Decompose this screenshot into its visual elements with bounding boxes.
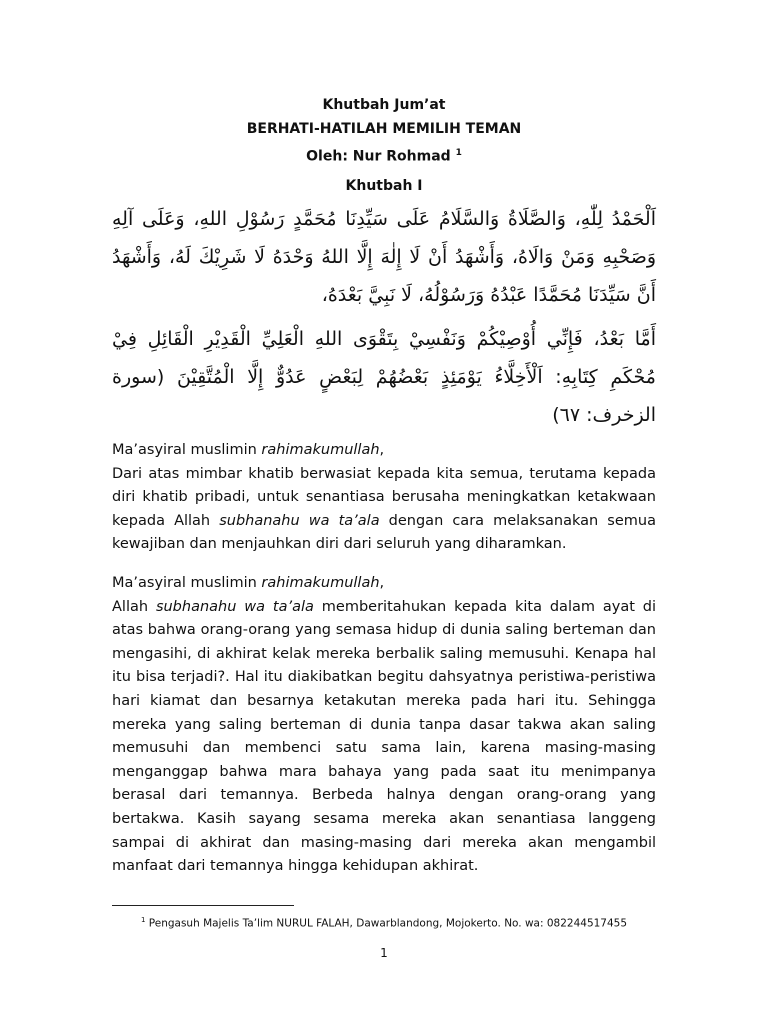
arabic-opening-block [112,200,656,314]
section-heading: Khutbah I [345,178,423,194]
salutation [112,439,656,463]
arabic-opening-text: اَلْحَمْدُ لِلّٰهِ، وَالصَّلَاةُ وَالسَّلَامُ عَلَى سَيِّدِنَا مُحَمَّدٍ رَسُوْلِ اللهِ، وَعَلَى آلِهِ وَصَحْبِهِ وَمَنْ وَالَاهُ، وَأَشْهَدُ أَنْ لَا إِلٰهَ إِلَّا اللهُ وَحْدَهُ لَا شَرِيْكَ لَهُ، وَأَشْهَدُ أَنَّ سَيِّدَنَا مُحَمَّدًا عَبْدُهُ وَرَسُوْلُهُ، لَا نَبِيَّ بَعْدَهُ، [112,208,656,306]
salutation-text: Ma’asyiral muslimin [112,442,262,458]
paragraph-italic: subhanahu wa ta’ala [219,512,380,529]
salutation-end: , [379,575,385,591]
author-name: Oleh: Nur Rohmad [306,148,451,165]
salutation-italic: rahimakumullah [261,575,380,591]
footnote-text: Pengasuh Majelis Ta’lim NURUL FALAH, Dawarblandong, Mojokerto. No. wa: 082244517455 [145,917,628,930]
footnote-number: 1 [140,916,146,924]
footnote-ref: 1 [455,148,462,158]
page-number: 1 [380,946,388,960]
paragraph-section-1 [112,439,656,557]
paragraph-text: Allah [112,598,156,615]
salutation [112,572,656,596]
paragraph-text: dengan cara melaksanakan semua kewajiban dan menjauhkan diri dari seluruh yang diharamkan. [112,512,656,553]
footnote [0,916,768,930]
document-header [0,93,768,169]
arabic-wasiat-block [112,320,656,434]
author-line [0,141,768,169]
salutation-end: , [379,442,385,458]
salutation-italic: rahimakumullah [261,442,380,458]
paragraph-body [112,596,656,879]
paragraph-text: Dari atas mimbar khatib berwasiat kepada kita semua, terutama kepada diri khatib pribadi, untuk senantiasa berusaha meningkatkan ketakwaan kepada Allah [112,465,656,529]
salutation-text: Ma’asyiral muslimin [112,575,262,591]
paragraph-italic: subhanahu wa ta’ala [155,598,314,615]
khutbah-type-label: Khutbah Jum’at [322,97,446,113]
paragraph-section-2 [112,572,656,879]
paragraph-body [112,463,656,557]
paragraph-text: memberitahukan kepada kita dalam ayat di atas bahwa orang-orang yang semasa hidup di dunia saling berteman dan mengasihi, di akhirat kelak mereka berbalik saling memusuhi. Kenapa hal itu bisa terjadi?. Hal itu diakibatkan begitu dahsyatnya peristiwa-peristiwa hari kiamat dan besarnya ketakutan mereka pada hari itu. Sehingga mereka yang saling berteman di dunia tanpa dasar takwa akan saling memusuhi dan membenci satu sama lain, karena masing-masing menganggap bahwa mara bahaya yang pada saat itu menimpanya berasal dari temannya. Berbeda halnya dengan orang-orang yang bertakwa. Kasih sayang sesama mereka akan senantiasa langgeng sampai di akhirat dan masing-masing dari mereka akan mengambil manfaat dari temannya hingga kehidupan akhirat. [112,598,657,875]
document-title: BERHATI-HATILAH MEMILIH TEMAN [246,121,522,137]
arabic-wasiat-text: أَمَّا بَعْدُ، فَإِنِّي أُوْصِيْكُمْ وَنَفْسِيْ بِتَقْوَى اللهِ الْعَلِيِّ الْقَدِيْرِ الْقَائِلِ فِيْ مُحْكَمِ كِتَابِهِ: اَلْأَخِلَّاءُ يَوْمَئِذٍ بَعْضُهُمْ لِبَعْضٍ عَدُوٌّ إِلَّا الْمُتَّقِيْنَ (سورة الزخرف: ٦٧) [112,328,656,426]
footnote-divider [112,905,294,906]
